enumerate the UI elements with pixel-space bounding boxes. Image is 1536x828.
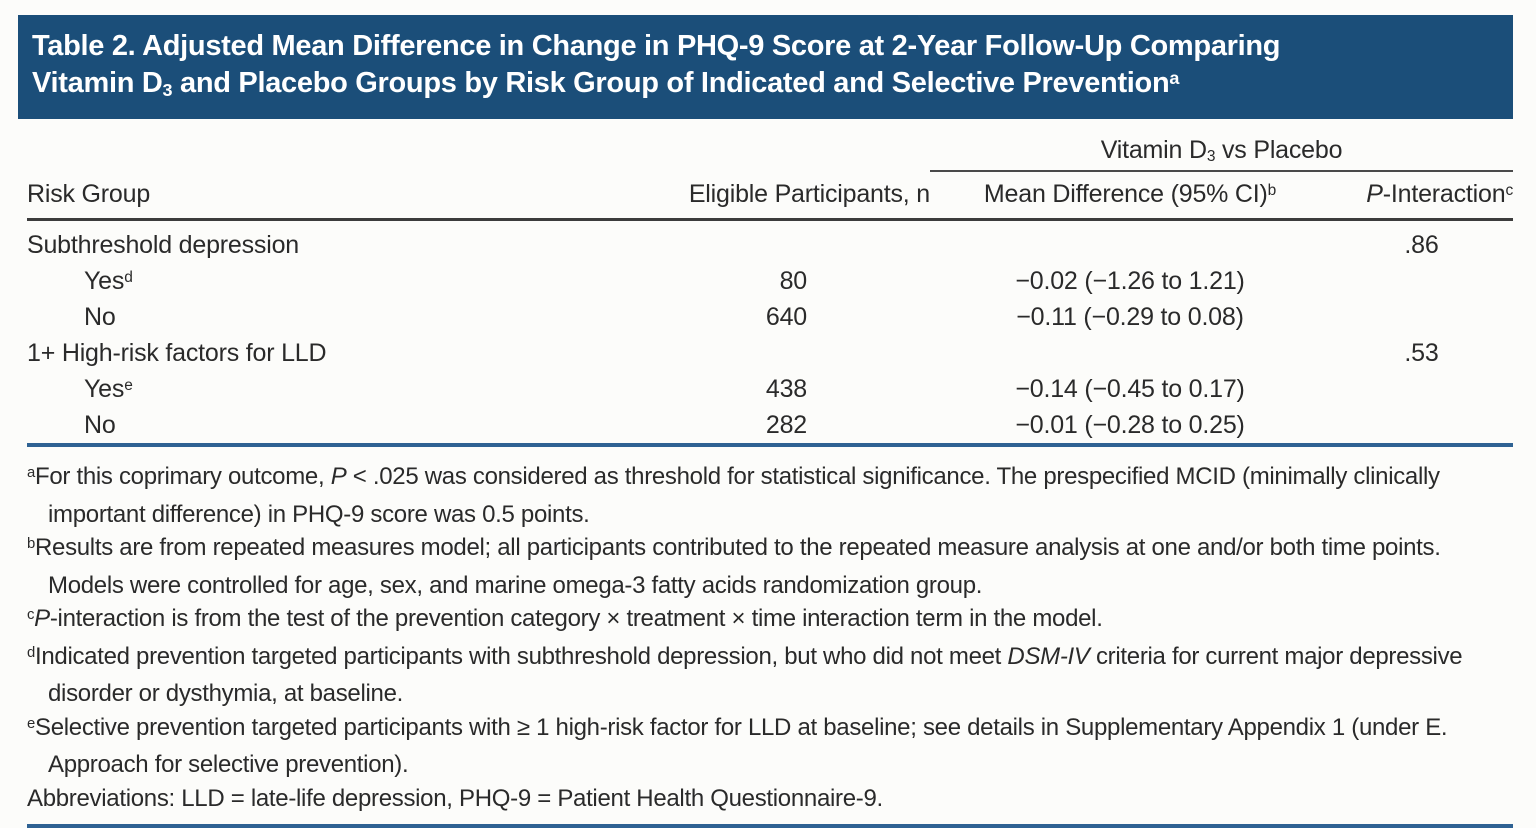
subscript: 3 [162, 79, 173, 100]
italic-text: P [1366, 180, 1383, 208]
col-header-eligible-participants: Eligible Participants, n [587, 171, 930, 220]
text-run: 1+ High-risk factors for LLD [27, 338, 327, 367]
text-run: Vitamin D [1100, 136, 1207, 164]
eligible-n-cell: 282 [765, 410, 807, 439]
superscript: d [124, 268, 133, 286]
p-interaction-cell [1330, 371, 1513, 407]
eligible-n-cell [587, 335, 930, 371]
mean-difference-cell [930, 335, 1330, 371]
text-run: Table 2. Adjusted Mean Difference in Change in PHQ-9 Score at 2-Year Follow-Up Comparing [32, 30, 1281, 62]
p-interaction-cell: .53 [1404, 338, 1439, 367]
spanner-spacer [587, 124, 930, 171]
text-run: Vitamin D [32, 67, 163, 99]
superscript: a [27, 465, 35, 482]
text-run: Abbreviations: LLD = late-life depression, PHQ-9 = Patient Health Questionnaire-9. [27, 784, 883, 812]
p-interaction-cell [1330, 407, 1513, 445]
p-interaction-cell [1330, 263, 1513, 299]
col-header-p-interaction [1330, 171, 1513, 220]
text-run: -interaction is from the test of the prevention category × treatment × time interaction term in the model. [49, 605, 1103, 632]
bottom-rule [27, 824, 1513, 828]
text-run: For this coprimary outcome, [34, 463, 331, 490]
text-run: No [84, 410, 116, 439]
table-title [32, 28, 1489, 105]
subscript: 3 [1206, 148, 1216, 166]
footnote-b [27, 531, 1513, 602]
table-row [27, 220, 1513, 264]
footnote-d [27, 640, 1513, 711]
italic-text: P [34, 605, 50, 632]
text-run: Mean Difference (95% CI) [983, 180, 1268, 208]
risk-group-cell [27, 335, 587, 371]
table-title-bar [18, 15, 1513, 119]
mean-difference-cell: −0.01 (−0.28 to 0.25) [1015, 410, 1245, 439]
table-wrap [27, 124, 1513, 447]
col-header-mean-difference [930, 171, 1330, 220]
italic-text: P [330, 463, 347, 490]
superscript: c [1505, 182, 1513, 200]
eligible-n-cell [587, 220, 930, 264]
p-interaction-cell: .86 [1404, 230, 1439, 259]
mean-difference-cell: −0.11 (−0.29 to 0.08) [1016, 302, 1244, 331]
superscript: b [1267, 182, 1277, 200]
text-run: Results are from repeated measures model; all participants contributed to the repeated measure analysis at one and/or both time points. Models were controlled for age, sex, and marine omega-3 fatty acids randomization group. [34, 534, 1441, 599]
p-interaction-cell [1330, 299, 1513, 335]
superscript: a [1169, 67, 1180, 88]
eligible-n-cell: 438 [765, 374, 807, 403]
col-header-risk-group: Risk Group [27, 171, 587, 220]
text-run: < .025 was considered as threshold for statistical significance. The prespecified MCID (minimally clinically important difference) in PHQ-9 score was 0.5 points. [48, 463, 1440, 528]
spanner-heading [930, 124, 1513, 171]
text-run: Yes [84, 374, 125, 403]
text-run: Yes [84, 266, 125, 295]
superscript: e [27, 715, 35, 732]
footnote-e [27, 711, 1513, 782]
table-figure [18, 15, 1513, 828]
table-row [27, 335, 1513, 371]
risk-group-cell [27, 407, 587, 445]
spanner-spacer [27, 124, 587, 171]
text-run: No [84, 302, 116, 331]
risk-group-cell [27, 371, 587, 407]
mean-difference-cell [930, 220, 1330, 264]
column-header-row [27, 171, 1513, 220]
superscript: d [27, 644, 35, 661]
table-row [27, 263, 1513, 299]
text-run: criteria for current major depressive disorder or dysthymia, at baseline. [48, 642, 1463, 707]
text-run: and Placebo Groups by Risk Group of Indicated and Selective Prevention [172, 67, 1170, 99]
text-run: -Interaction [1382, 180, 1506, 208]
eligible-n-cell: 80 [779, 266, 807, 295]
mean-difference-cell: −0.02 (−1.26 to 1.21) [1015, 266, 1245, 295]
text-run: Subthreshold depression [27, 230, 299, 259]
footnote-c [27, 602, 1513, 640]
text-run: Indicated prevention targeted participants with subthreshold depression, but who did not meet [34, 642, 1008, 670]
risk-group-cell [27, 263, 587, 299]
superscript: b [27, 536, 35, 553]
text-run: Selective prevention targeted participants with ≥ 1 high-risk factor for LLD at baseline; see details in Supplementary Appendix 1 (under E. Approach for selective prevention). [34, 713, 1448, 778]
table-row [27, 407, 1513, 445]
eligible-n-cell: 640 [765, 302, 807, 331]
superscript: c [27, 607, 35, 624]
footnotes-block [27, 460, 1513, 815]
results-table [27, 124, 1513, 447]
superscript: e [124, 376, 133, 394]
mean-difference-cell: −0.14 (−0.45 to 0.17) [1015, 374, 1245, 403]
abbreviations-line [27, 782, 1513, 816]
text-run: vs Placebo [1215, 136, 1343, 164]
footnote-a [27, 460, 1513, 531]
spanner-row [27, 124, 1513, 171]
risk-group-cell [27, 299, 587, 335]
table-row [27, 371, 1513, 407]
italic-text: DSM-IV [1007, 642, 1090, 670]
table-row [27, 299, 1513, 335]
risk-group-cell [27, 220, 587, 264]
